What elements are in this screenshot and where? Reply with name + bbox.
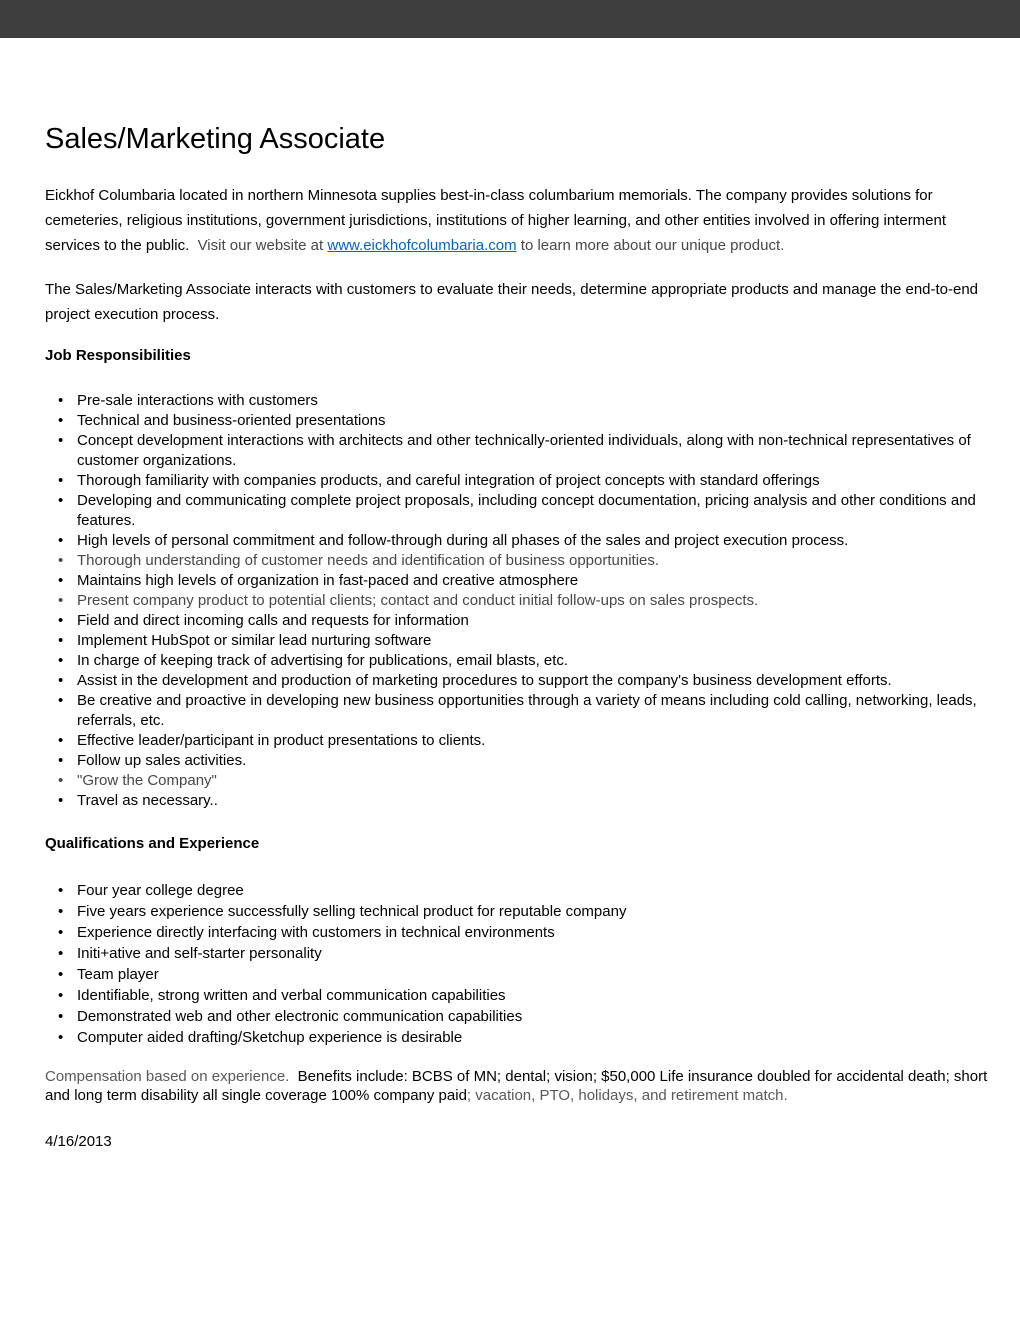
list-item: • Concept development interactions with architects and other technically-oriented individuals, along with non-technical representatives of customer organizations. (77, 431, 990, 471)
list-item: • Computer aided drafting/Sketchup experience is desirable (77, 1027, 990, 1048)
list-item: • Technical and business-oriented presentations (77, 411, 990, 431)
list-item: • Be creative and proactive in developing new business opportunities through a variety of means including cold calling, networking, leads, referrals, etc. (77, 691, 990, 731)
list-item: • In charge of keeping track of advertising for publications, email blasts, etc. (77, 651, 990, 671)
list-item: • Travel as necessary.. (77, 791, 990, 811)
list-item: • Team player (77, 964, 990, 985)
list-item: • Initi+ative and self-starter personality (77, 943, 990, 964)
compensation-lead: Compensation based on experience. (45, 1068, 298, 1085)
list-item: • Field and direct incoming calls and requests for information (77, 611, 990, 631)
list-item: • Follow up sales activities. (77, 751, 990, 771)
list-item: • Assist in the development and production of marketing procedures to support the company's business development efforts. (77, 671, 990, 691)
top-bar (0, 0, 1020, 38)
website-link[interactable]: www.eickhofcolumbaria.com (327, 237, 517, 254)
role-paragraph: The Sales/Marketing Associate interacts with customers to evaluate their needs, determine appropriate products and manage the end-to-end project execution process. (45, 281, 983, 323)
list-item: • Pre-sale interactions with customers (77, 391, 990, 411)
compensation-benefits: Benefits include: BCBS of MN; dental; vision; $50,000 Life insurance doubled for accidental death; short and long term disability all single coverage 100% company paid (45, 1068, 992, 1104)
intro-text-after-link: to learn more about our unique product. (516, 237, 785, 254)
list-item: • Identifiable, strong written and verbal communication capabilities (77, 985, 990, 1006)
visit-website-text: Visit our website at (197, 237, 328, 254)
document-page (0, 122, 1020, 1151)
intro-paragraph (45, 183, 990, 258)
list-item: • "Grow the Company" (77, 771, 990, 791)
list-item: • Four year college degree (77, 880, 990, 901)
list-item: • Demonstrated web and other electronic communication capabilities (77, 1006, 990, 1027)
list-item: • High levels of personal commitment and follow-through during all phases of the sales and project execution process. (77, 531, 990, 551)
compensation-paragraph (45, 1067, 990, 1105)
list-item: • Developing and communicating complete project proposals, including concept documentation, pricing analysis and other conditions and features. (77, 491, 990, 531)
list-item: • Thorough understanding of customer needs and identification of business opportunities. (77, 551, 990, 571)
list-item: • Effective leader/participant in product presentations to clients. (77, 731, 990, 751)
list-item: • Experience directly interfacing with customers in technical environments (77, 922, 990, 943)
qualifications-heading: Qualifications and Experience (45, 835, 260, 852)
list-item: • Thorough familiarity with companies products, and careful integration of project concepts with standard offerings (77, 471, 990, 491)
qualifications-list (45, 880, 990, 1048)
list-item: • Five years experience successfully selling technical product for reputable company (77, 901, 990, 922)
list-item: • Present company product to potential clients; contact and conduct initial follow-ups on sales prospects. (77, 591, 990, 611)
document-date: 4/16/2013 (45, 1133, 112, 1150)
page-title: Sales/Marketing Associate (45, 123, 386, 155)
responsibilities-list (45, 391, 990, 811)
intro-text: Eickhof Columbaria located in northern Minnesota supplies best-in-class columbarium memorials. The company provides solutions for cemeteries, religious institutions, government jurisdictions, institutions of higher learning, and other entities involved in offering interment services to the public. (45, 187, 951, 254)
responsibilities-heading: Job Responsibilities (45, 347, 191, 364)
list-item: • Maintains high levels of organization in fast-paced and creative atmosphere (77, 571, 990, 591)
list-item: • Implement HubSpot or similar lead nurturing software (77, 631, 990, 651)
compensation-tail: ; vacation, PTO, holidays, and retirement match. (466, 1087, 788, 1104)
